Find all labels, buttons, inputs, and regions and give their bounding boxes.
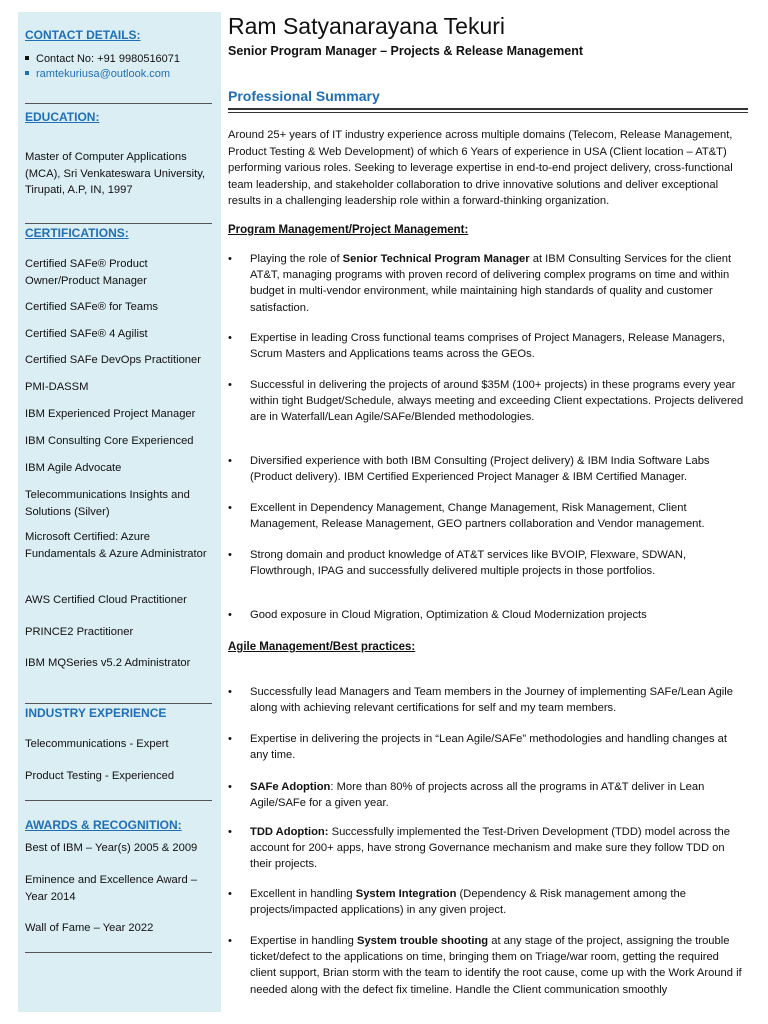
cert-item: PMI-DASSM (25, 381, 89, 393)
cert-item: AWS Certified Cloud Practitioner (25, 594, 187, 606)
cert-item: Microsoft Certified: Azure Fundamentals & Azure Administrator (25, 531, 207, 560)
sidebar (18, 12, 221, 1012)
candidate-role: Senior Program Manager – Projects & Release Management (228, 44, 583, 58)
award-item: Best of IBM – Year(s) 2005 & 2009 (25, 842, 198, 854)
divider (25, 223, 212, 224)
bullet-icon: • (228, 733, 232, 745)
contact-title: CONTACT DETAILS: (25, 28, 141, 42)
bullet-icon: • (228, 686, 232, 698)
divider (25, 952, 212, 953)
contact-phone: Contact No: +91 9980516071 (25, 52, 180, 67)
award-item: Wall of Fame – Year 2022 (25, 922, 154, 934)
cert-item: Certified SAFe® for Teams (25, 301, 159, 313)
certifications-title: CERTIFICATIONS: (25, 226, 129, 240)
awards-title: AWARDS & RECOGNITION: (25, 818, 182, 832)
bullet-icon: • (228, 502, 232, 514)
summary-text: Around 25+ years of IT industry experience across multiple domains (Telecom, Release Management, Product Testing & Web Development) of which 6 Years of experience in USA (Client location – AT&T) performing various roles. Seeking to leverage expertise in end-to-end project delivery, cross-functional team leadership, and stakeholder collaboration to drive innovative solutions and deliver exceptional results in a challenging leadership role within a forward-thinking organization. (228, 129, 733, 207)
cert-item: PRINCE2 Practitioner (25, 626, 134, 638)
bullet-icon (25, 71, 29, 75)
program-title: Program Management/Project Management: (228, 224, 469, 236)
candidate-name: Ram Satyanarayana Tekuri (228, 13, 505, 39)
bullet-icon: • (228, 935, 232, 947)
bullet-icon: • (228, 609, 232, 621)
bullet-icon: • (228, 826, 232, 838)
cert-item: IBM Agile Advocate (25, 462, 122, 474)
bullet-icon: • (228, 253, 232, 265)
cert-item: IBM Experienced Project Manager (25, 408, 196, 420)
agile-title: Agile Management/Best practices: (228, 641, 416, 653)
cert-item: Certified SAFe® Product Owner/Product Manager (25, 258, 148, 287)
industry-item: Telecommunications - Expert (25, 738, 169, 750)
education-text: Master of Computer Applications (MCA), Sri Venkateswara University, Tirupati, A.P, IN, 1997 (25, 151, 206, 196)
contact-email-link[interactable]: ramtekuriusa@outlook.com (25, 67, 170, 82)
divider (25, 800, 212, 801)
bullet-icon: • (228, 455, 232, 467)
award-item: Eminence and Excellence Award – Year 2014 (25, 874, 198, 903)
cert-item: IBM MQSeries v5.2 Administrator (25, 657, 191, 669)
summary-title: Professional Summary (228, 88, 380, 104)
industry-title: INDUSTRY EXPERIENCE (25, 706, 167, 720)
divider (25, 703, 212, 704)
bullet-icon: • (228, 379, 232, 391)
bullet-icon (25, 56, 29, 60)
cert-item: Certified SAFe DevOps Practitioner (25, 354, 201, 366)
cert-item: Telecommunications Insights and Solutions (Silver) (25, 489, 190, 518)
bullet-icon: • (228, 549, 232, 561)
bullet-icon: • (228, 332, 232, 344)
bullet-icon: • (228, 781, 232, 793)
cert-item: IBM Consulting Core Experienced (25, 435, 194, 447)
education-title: EDUCATION: (25, 110, 100, 124)
summary-rule (228, 112, 748, 113)
bullet-icon: • (228, 888, 232, 900)
cert-item: Certified SAFe® 4 Agilist (25, 328, 148, 340)
divider (25, 103, 212, 104)
industry-item: Product Testing - Experienced (25, 770, 175, 782)
summary-rule (228, 108, 748, 110)
